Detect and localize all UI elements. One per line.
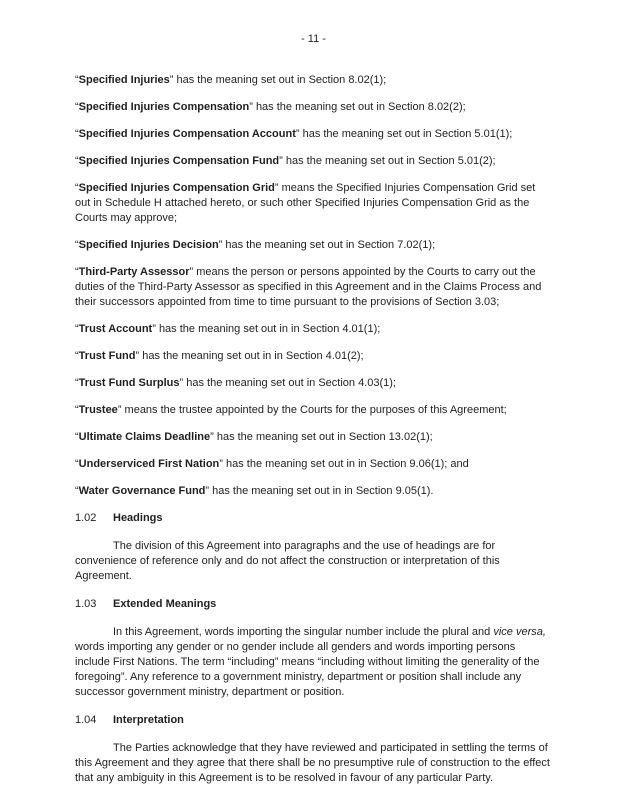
defined-term: Specified Injuries Compensation Grid <box>78 182 275 194</box>
definition-paragraph: “Ultimate Claims Deadline” has the meaning set out in Section 13.02(1); <box>75 431 433 443</box>
definition-paragraph: “Trust Fund Surplus” has the meaning set out in Section 4.03(1); <box>75 377 396 389</box>
section-title: Interpretation <box>113 714 184 726</box>
definitions-list <box>75 73 552 499</box>
defined-term: Specified Injuries Decision <box>78 239 219 251</box>
definition-paragraph: “Third-Party Assessor” means the person or persons appointed by the Courts to carry out the duties of the Third-Party Assessor as specified in this Agreement and in the Claims Process and their successors appointed from time to time pursuant to the provisions of Section 3.03; <box>75 266 542 308</box>
definition-paragraph: “Trust Fund” has the meaning set out in in Section 4.01(2); <box>75 350 364 362</box>
section-title: Extended Meanings <box>113 598 217 610</box>
section-paragraph: The division of this Agreement into paragraphs and the use of headings are for convenience of reference only and do not affect the construction or interpretation of this Agreement. <box>75 540 500 582</box>
defined-term: Water Governance Fund <box>78 485 206 497</box>
section-number: 1.02 <box>75 512 97 524</box>
defined-term: Specified Injuries Compensation Fund <box>78 155 280 167</box>
section-title: Headings <box>113 512 163 524</box>
definition-paragraph: “Water Governance Fund” has the meaning set out in in Section 9.05(1). <box>75 485 434 497</box>
definition-paragraph: “Specified Injuries Compensation Fund” has the meaning set out in Section 5.01(2); <box>75 155 496 167</box>
section <box>75 713 552 786</box>
defined-term: Underserviced First Nation <box>78 458 220 470</box>
section-number: 1.04 <box>75 714 97 726</box>
defined-term: Trustee <box>78 404 118 416</box>
definition-paragraph: “Specified Injuries” has the meaning set out in Section 8.02(1); <box>75 74 387 86</box>
defined-term: Specified Injuries Compensation <box>78 101 250 113</box>
definition-paragraph: “Specified Injuries Compensation Grid” means the Specified Injuries Compensation Grid set out in Schedule H attached hereto, or such other Specified Injuries Compensation Grid as the Courts may approve; <box>75 182 536 224</box>
section-heading <box>75 511 552 526</box>
defined-term: Ultimate Claims Deadline <box>78 431 211 443</box>
definition-paragraph: “Specified Injuries Compensation” has the meaning set out in Section 8.02(2); <box>75 101 466 113</box>
section-paragraph: In this Agreement, words importing the singular number include the plural and vice versa, words importing any gender or no gender include all genders and words importing persons include First Nations. The term “including” means “including without limiting the generality of the foregoing”. Any reference to a government ministry, department or position shall include any successor government ministry, department or position. <box>75 626 546 698</box>
defined-term: Trust Fund Surplus <box>78 377 180 389</box>
defined-term: Specified Injuries Compensation Account <box>78 128 296 140</box>
sections-list <box>75 511 552 786</box>
section-paragraph: The Parties acknowledge that they have reviewed and participated in settling the terms of this Agreement and they agree that there shall be no presumptive rule of construction to the effect that any ambiguity in this Agreement is to be resolved in favour of any particular Party. <box>75 742 550 784</box>
section <box>75 511 552 584</box>
defined-term: Trust Account <box>78 323 153 335</box>
definition-paragraph: “Trustee” means the trustee appointed by the Courts for the purposes of this Agreement; <box>75 404 507 416</box>
definition-paragraph: “Specified Injuries Compensation Account” has the meaning set out in Section 5.01(1); <box>75 128 513 140</box>
defined-term: Trust Fund <box>78 350 136 362</box>
definition-paragraph: “Trust Account” has the meaning set out in in Section 4.01(1); <box>75 323 381 335</box>
section-heading <box>75 597 552 612</box>
definition-paragraph: “Underserviced First Nation” has the meaning set out in in Section 9.06(1); and <box>75 458 469 470</box>
defined-term: Third-Party Assessor <box>78 266 190 278</box>
section-number: 1.03 <box>75 598 97 610</box>
section <box>75 597 552 700</box>
page-number: - 11 - <box>301 33 326 45</box>
defined-term: Specified Injuries <box>78 74 170 86</box>
section-heading <box>75 713 552 728</box>
definition-paragraph: “Specified Injuries Decision” has the meaning set out in Section 7.02(1); <box>75 239 436 251</box>
